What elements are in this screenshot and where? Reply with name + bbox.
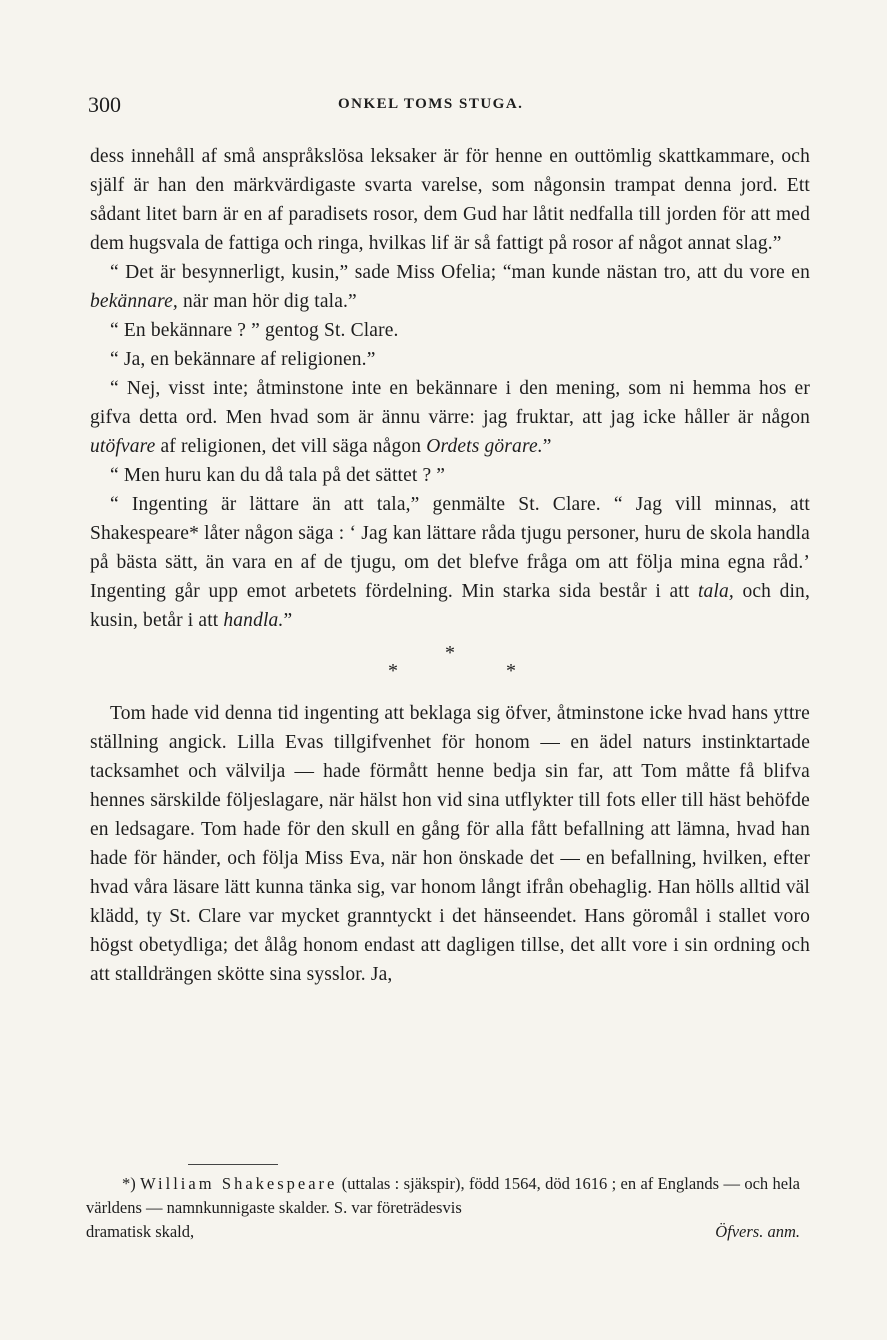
footnote-last-line: dramatisk skald, Öfvers. anm. [86, 1220, 800, 1244]
page-header [88, 92, 800, 120]
asterism-star: * [506, 660, 517, 682]
emphasis: bekännare, [90, 291, 178, 312]
paragraph: dess innehåll af små anspråkslösa leksaker är för henne en outtömlig skattkammare, och själf är han den märkvärdigaste svarta varelse, som någonsin trampat denna jord. Ett sådant litet barn är en af paradisets rosor, dem Gud har låtit nedfalla till jorden för att med dem hugsvala de fattiga och ringa, hvilkas lif är så fattigt på rosor af något annat slag.” [90, 146, 810, 254]
paragraph: “ Men huru kan du då tala på det sättet ? ” [110, 465, 446, 486]
paragraph: “ En bekännare ? ” gentog St. Clare. [110, 320, 399, 341]
paragraph: “ Ingenting är lättare än att tala,” genmälte St. Clare. “ Jag vill minnas, att Shakespeare* låter någon säga : ‘ Jag kan lättare råda tjugu personer, huru de skola handla på bästa sätt, än vara en af de tjugu, om det blefve fråga om att följa mina egna råd.’ Ingenting går upp emot arbetets fördelning. Min starka sida består i att tala, och din, kusin, betår i att handla.” [90, 494, 810, 631]
emphasis: Ordets görare. [426, 436, 543, 457]
body-text [90, 142, 810, 989]
footnote [86, 1172, 800, 1244]
paragraph: “ Ja, en bekännare af religionen.” [110, 349, 376, 370]
running-title: ONKEL TOMS STUGA. [338, 96, 524, 112]
paragraph: “ Nej, visst inte; åtminstone inte en bekännare i den mening, som ni hemma hos er gifva detta ord. Men hvad som är ännu värre: jag fruktar, att jag icke håller är någon utöfvare af religionen, det vill säga någon Ordets görare.” [90, 378, 810, 457]
footnote-text: *) William Shakespeare (uttalas : sjäkspir), född 1564, död 1616 ; en af Englands — och hela världens — namnkunnigaste skalder. S. var företrädesvis [86, 1174, 801, 1217]
footnote-name: William Shakespeare [140, 1174, 338, 1193]
paragraph: Tom hade vid denna tid ingenting att beklaga sig öfver, åtminstone icke hvad hans yttre ställning angick. Lilla Evas tillgifvenhet för honom — en ädel naturs instinktartade tacksamhet och välvilja — hade förmått henne bedja sin far, att Tom måtte få blifva hennes särskilde följeslagare, när hälst hon vid sina utflykter till fots eller till häst behöfde en ledsagare. Tom hade för den skull en gång för alla fått befallning att lämna, hvad han hade för händer, och följa Miss Eva, när hon önskade det — en befallning, hvilken, efter hvad våra läsare lätt kunna tänka sig, var honom långt ifrån obehaglig. Han hölls alltid väl klädd, ty St. Clare var mycket granntyckt i det hänseendet. Hans göromål i stallet voro högst obetydliga; det ålåg honom endast att dagligen tillse, det allt vore i sin ordning och att stalldrängen skötte sina sysslor. Ja, [90, 703, 810, 985]
asterism-star: * [445, 642, 456, 664]
page-number: 300 [88, 92, 121, 117]
emphasis: utöfvare [90, 436, 156, 457]
footnote-rule [188, 1164, 278, 1165]
asterism [90, 635, 810, 687]
emphasis: tala, [697, 581, 734, 602]
footnote-marker: *) [122, 1174, 136, 1193]
asterism-star: * [388, 660, 399, 682]
footnote-attribution: Öfvers. anm. [715, 1222, 800, 1241]
emphasis: handla. [223, 610, 284, 631]
paragraph: “ Det är besynnerligt, kusin,” sade Miss Ofelia; “man kunde nästan tro, att du vore en bekännare, när man hör dig tala.” [90, 262, 810, 312]
